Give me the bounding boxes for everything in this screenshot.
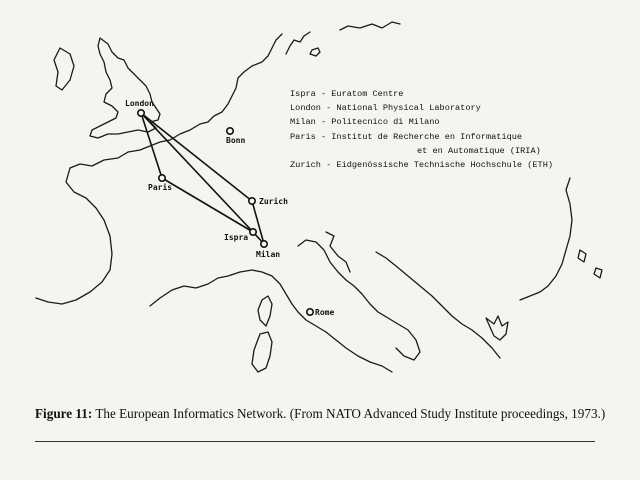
legend-row: Paris - Institut de Recherche en Informatique	[290, 131, 523, 142]
coastline-biscay	[36, 168, 112, 304]
legend-row: Zurich - Eidgenössische Technische Hochschule (ETH)	[290, 160, 554, 171]
coastline-scandinavia	[286, 22, 400, 56]
coastline-balkans	[376, 252, 500, 358]
city-node-rome	[307, 309, 313, 315]
coastline-ireland	[54, 48, 74, 90]
link-london-ispra	[141, 113, 253, 232]
city-node-zurich	[249, 198, 255, 204]
coastline-sardinia	[252, 332, 272, 372]
coastline-gargano	[326, 232, 350, 272]
city-label-zurich: Zurich	[259, 197, 288, 206]
coastline-corsica	[258, 296, 272, 326]
city-label-milan: Milan	[256, 250, 281, 259]
legend-row: Ispra - Euratom Centre	[290, 89, 404, 99]
legend-row: et en Automatique (IRIA)	[417, 145, 541, 156]
city-label-bonn: Bonn	[226, 136, 246, 145]
city-node-paris	[159, 175, 165, 181]
city-node-ispra	[250, 229, 256, 235]
caption-rule	[35, 441, 595, 442]
city-label-paris: Paris	[148, 183, 173, 192]
figure-caption	[35, 406, 610, 422]
city-node-milan	[261, 241, 267, 247]
legend-row: Milan - Politecnico di Milano	[290, 117, 440, 128]
coastline-aegean-islands	[578, 250, 602, 278]
figure-label: Figure 11:	[35, 406, 93, 421]
link-paris-ispra	[162, 178, 253, 232]
legend-row: London - National Physical Laboratory	[290, 103, 481, 114]
coastline-greece	[486, 178, 572, 340]
city-node-bonn	[227, 128, 233, 134]
coastline-continent-north	[70, 34, 282, 168]
city-label-london: London	[125, 99, 154, 108]
coastline-adriatic	[298, 240, 420, 360]
coastline-mediterranean-west	[150, 270, 392, 372]
city-label-ispra: Ispra	[224, 233, 249, 242]
legend	[290, 87, 553, 172]
caption-text: The European Informatics Network. (From NATO Advanced Study Institute proceedings, 1973.)	[92, 406, 606, 421]
city-label-rome: Rome	[315, 308, 335, 317]
city-node-london	[138, 110, 144, 116]
